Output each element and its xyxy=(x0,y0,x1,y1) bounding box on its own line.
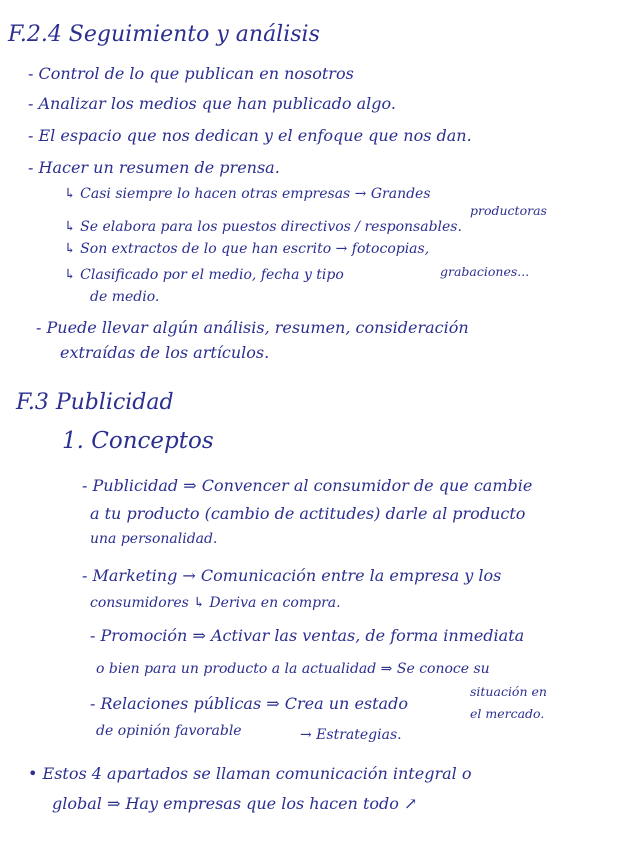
marketing-line-1: - Marketing → Comunicación entre la empresa y los xyxy=(82,566,502,585)
f24-item-2: - Analizar los medios que han publicado algo. xyxy=(28,94,396,113)
publicidad-line-1: - Publicidad ⇒ Convencer al consumidor de que cambie xyxy=(82,476,533,495)
section-title-f24: F.2.4 Seguimiento y análisis xyxy=(8,22,320,47)
promocion-line-1: - Promoción ⇒ Activar las ventas, de forma inmediata xyxy=(90,626,525,645)
promocion-line-2: o bien para un producto a la actualidad ⇒ Se conoce su xyxy=(96,661,490,677)
promocion-line-4: el mercado. xyxy=(470,706,545,721)
f24-item-1: - Control de lo que publican en nosotros xyxy=(28,64,354,83)
promocion-line-3: situación en xyxy=(470,684,547,699)
relaciones-line-2: de opinión favorable xyxy=(96,723,242,739)
f24-sub-item-1: ↳ Casi siempre lo hacen otras empresas → Grandes xyxy=(64,186,431,202)
summary-line-2: global ⇒ Hay empresas que los hacen todo ↗ xyxy=(52,794,418,813)
marketing-line-2: consumidores ↳ Deriva en compra. xyxy=(90,595,341,611)
f24-item-3: - El espacio que nos dedican y el enfoque que nos dan. xyxy=(28,126,472,145)
f24-sub-item-4-cont: de medio. xyxy=(90,289,160,305)
f24-note-line-2: extraídas de los artículos. xyxy=(60,343,270,362)
summary-line-1: • Estos 4 apartados se llaman comunicación integral o xyxy=(28,764,472,783)
f24-sub-item-2: ↳ Se elabora para los puestos directivos / responsables. xyxy=(64,219,462,235)
relaciones-line-1: - Relaciones públicas ⇒ Crea un estado xyxy=(90,694,408,713)
section-title-f3: F.3 Publicidad xyxy=(16,390,174,415)
f24-sub-item-4: ↳ Clasificado por el medio, fecha y tipo xyxy=(64,267,344,283)
f24-sub-item-3: ↳ Son extractos de lo que han escrito → fotocopias, xyxy=(64,241,430,257)
f24-sub-item-3-cont: grabaciones... xyxy=(440,264,530,279)
publicidad-line-3: una personalidad. xyxy=(90,531,218,547)
f24-item-4: - Hacer un resumen de prensa. xyxy=(28,158,280,177)
f24-note-line-1: - Puede llevar algún análisis, resumen, consideración xyxy=(36,318,469,337)
publicidad-line-2: a tu producto (cambio de actitudes) darle al producto xyxy=(90,504,526,523)
section-subtitle-conceptos: 1. Conceptos xyxy=(62,428,214,454)
f24-sub-item-1-cont: productoras xyxy=(470,203,547,218)
relaciones-line-3: → Estrategias. xyxy=(300,727,402,743)
